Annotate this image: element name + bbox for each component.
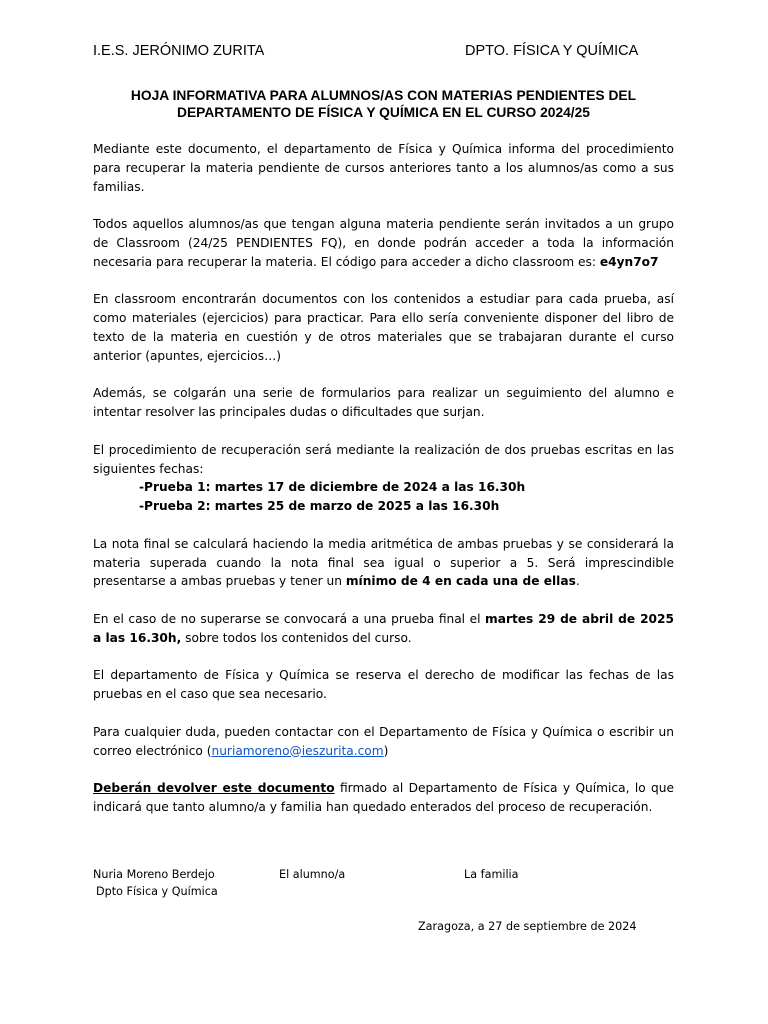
materials-paragraph: En classroom encontrarán documentos con los contenidos a estudiar para cada prueba, así como materiales (ejercicios) para practicar. Para ello sería conveniente disponer del libro de texto de la materia en cuestión y de otros materiales que se trabajaran durante el curso anterior (apuntes, ejercicios…) bbox=[93, 292, 674, 363]
header-department: DPTO. FÍSICA Y QUÍMICA bbox=[465, 43, 639, 59]
teacher-signature bbox=[93, 866, 218, 900]
classroom-paragraph bbox=[93, 215, 674, 271]
family-signature: La familia bbox=[464, 868, 519, 881]
grading-text: La nota final se calculará haciendo la media aritmética de ambas pruebas y se considerará la materia superada cuando la nota final sea igual o superior a 5. Será imprescindible presentarse a ambas pruebas y tener un bbox=[93, 536, 674, 589]
final-exam-date: martes 29 de abril de 2025 a las 16.30h, bbox=[93, 611, 674, 645]
return-instruction: Deberán devolver este documento bbox=[93, 781, 335, 796]
forms-paragraph: Además, se colgarán una serie de formularios para realizar un seguimiento del alumno e intentar resolver las principales dudas o dificultades que surjan. bbox=[93, 386, 674, 420]
title-line-2: DEPARTAMENTO DE FÍSICA Y QUÍMICA EN EL CURSO 2024/25 bbox=[177, 105, 590, 120]
header-school: I.E.S. JERÓNIMO ZURITA bbox=[93, 43, 265, 59]
exam-2-date: -Prueba 2: martes 25 de marzo de 2025 a las 16.30h bbox=[139, 499, 500, 514]
intro-paragraph: Mediante este documento, el departamento de Física y Química informa del procedimiento para recuperar la materia pendiente de cursos anteriores tanto a los alumnos/as como a sus familias. bbox=[93, 142, 674, 194]
contact-email-link[interactable]: nuriamoreno@ieszurita.com bbox=[211, 743, 384, 758]
teacher-department: Dpto Física y Química bbox=[96, 885, 218, 898]
place-date: Zaragoza, a 27 de septiembre de 2024 bbox=[418, 920, 637, 933]
student-signature: El alumno/a bbox=[279, 868, 346, 881]
title-line-1: HOJA INFORMATIVA PARA ALUMNOS/AS CON MATERIAS PENDIENTES DEL bbox=[130, 88, 637, 103]
grading-minimum: mínimo de 4 en cada una de ellas bbox=[345, 574, 576, 589]
contact-paragraph bbox=[93, 723, 674, 761]
procedure-text: El procedimiento de recuperación será mediante la realización de dos pruebas escritas en las siguientes fechas: bbox=[93, 442, 674, 476]
return-text: firmado al Departamento de Física y Química, lo que indicará que tanto alumno/a y familia han quedado enterados del proceso de recuperación. bbox=[93, 781, 674, 814]
reserve-paragraph: El departamento de Física y Química se reserva el derecho de modificar las fechas de las pruebas en el caso que sea necesario. bbox=[93, 668, 674, 702]
classroom-text: Todos aquellos alumnos/as que tengan alguna materia pendiente serán invitados a un grupo de Classroom (24/25 PENDIENTES FQ), en donde podrán acceder a toda la información necesaria para recuperar la materia. El código para acceder a dicho classroom es: bbox=[93, 217, 674, 269]
document-title bbox=[93, 87, 674, 121]
teacher-name: Nuria Moreno Berdejo bbox=[93, 868, 215, 881]
final-exam-text: En el caso de no superarse se convocará a una prueba final el bbox=[93, 611, 486, 626]
grading-end: . bbox=[575, 574, 580, 589]
classroom-code: e4yn7o7 bbox=[599, 254, 659, 269]
final-exam-end: sobre todos los contenidos del curso. bbox=[181, 630, 412, 645]
final-exam-paragraph bbox=[93, 610, 674, 648]
grading-paragraph bbox=[93, 535, 674, 591]
exam-1-date: -Prueba 1: martes 17 de diciembre de 2024 a las 16.30h bbox=[139, 480, 526, 495]
return-paragraph bbox=[93, 779, 674, 817]
contact-end: ) bbox=[383, 743, 389, 758]
contact-text: Para cualquier duda, pueden contactar con el Departamento de Física y Química o escribir un correo electrónico ( bbox=[93, 724, 674, 758]
procedure-paragraph bbox=[93, 441, 674, 479]
document-body bbox=[93, 140, 674, 835]
